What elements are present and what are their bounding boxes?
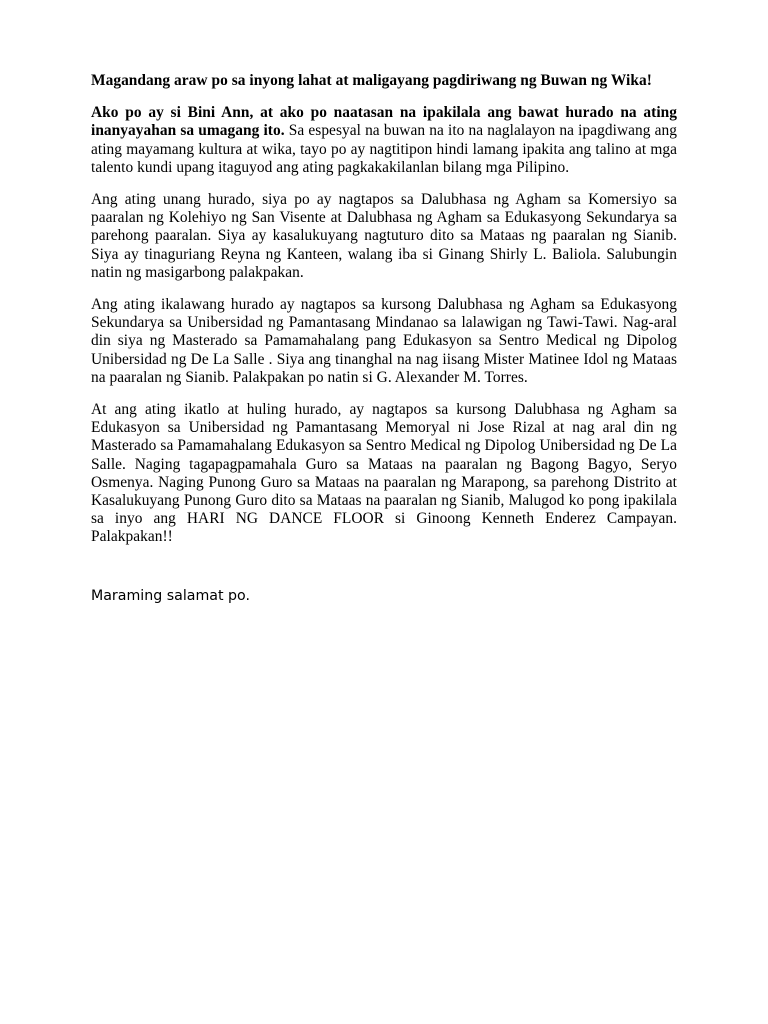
second-judge-paragraph: Ang ating ikalawang hurado ay nagtapos sa kursong Dalubhasa ng Agham sa Edukasyong Sekundarya sa Unibersidad ng Pamantasang Mindanao sa lalawigan ng Tawi-Tawi. Nag-aral din siya ng Masterado sa Pamamahalang pang Edukasyon sa Sentro Medical ng Dipolog Unibersidad ng De La Salle . Siya ang tinanghal na nag iisang Mister Matinee Idol ng Mataas na paaralan ng Sianib. Palakpakan po natin si G. Alexander M. Torres.: [91, 296, 677, 386]
intro-body-text: Sa espesyal na buwan na ito na naglalayon na ipagdiwang ang ating mayamang kultura at wika, tayo po ay nagtitipon hindi lamang ipakita ang talino at mga talento kundi upang itaguyod ang ating pagkakakilanlan bilang mga Pilipino.: [91, 122, 677, 176]
greeting-paragraph: [91, 72, 677, 90]
third-judge-paragraph: At ang ating ikatlo at huling hurado, ay nagtapos sa kursong Dalubhasa ng Agham sa Edukasyon sa Unibersidad ng Pamantasang Memoryal ni Jose Rizal at nag aral din ng Masterado sa Pamamahalang Edukasyon sa Sentro Medical ng Dipolog Unibersidad ng De La Salle. Naging tagapagpamahala Guro sa Mataas na paaralan ng Bagong Bagyo, Seryo Osmenya. Naging Punong Guro sa Mataas na paaralan ng Marapong, sa parehong Distrito at Kasalukuyang Punong Guro dito sa Mataas na paaralan ng Sianib, Malugod ko pong ipakilala sa inyo ang HARI NG DANCE FLOOR si Ginoong Kenneth Enderez Campayan. Palakpakan!!: [91, 401, 677, 546]
intro-bold-text: Ako po ay si Bini Ann, at ako po naatasan na ipakilala ang bawat hurado na ating inanyayahan sa umagang ito.: [91, 104, 677, 140]
first-judge-paragraph: Ang ating unang hurado, siya po ay nagtapos sa Dalubhasa ng Agham sa Komersiyo sa paaralan ng Kolehiyo ng San Visente at Dalubhasa ng Agham sa Edukasyong Sekundarya sa parehong paaralan. Siya ay kasalukuyang nagtuturo dito sa Mataas ng paaralan ng Sianib. Siya ay tinaguriang Reyna ng Kanteen, walang iba si Ginang Shirly L. Baliola. Salubungin natin ng masigarbong palakpakan.: [91, 191, 677, 281]
closing-line: Maraming salamat po.: [91, 587, 250, 604]
intro-paragraph: [91, 104, 677, 177]
greeting-text: Magandang araw po sa inyong lahat at maligayang pagdiriwang ng Buwan ng Wika!: [91, 72, 652, 89]
